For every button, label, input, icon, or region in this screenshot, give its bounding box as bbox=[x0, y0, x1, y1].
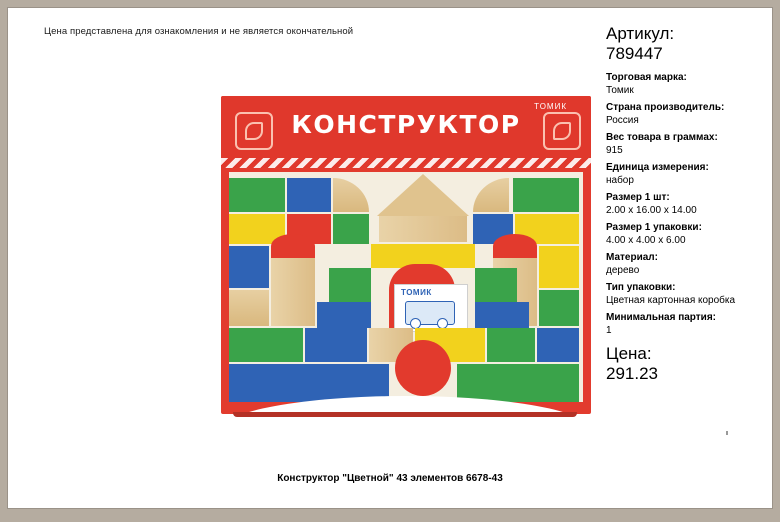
spec-pack-size-value: 4.00 x 4.00 x 6.00 bbox=[606, 234, 686, 246]
spec-pack-size bbox=[606, 222, 766, 247]
spec-item-size-value: 2.00 x 16.00 x 14.00 bbox=[606, 204, 697, 216]
spec-country bbox=[606, 102, 766, 127]
block-blue-5 bbox=[475, 302, 529, 328]
spec-weight-value: 915 bbox=[606, 144, 623, 156]
spec-package-type-value: Цветная картонная коробка bbox=[606, 294, 736, 306]
sku-value: 789447 bbox=[606, 43, 663, 63]
product-box bbox=[221, 96, 591, 431]
box-brandmark: ТОМИК bbox=[534, 102, 567, 111]
spec-min-lot-key: Минимальная партия: bbox=[606, 312, 716, 324]
page-tick-mark bbox=[726, 431, 728, 435]
block-column-left bbox=[271, 258, 315, 326]
spec-item-size bbox=[606, 192, 766, 217]
block-wood-1 bbox=[229, 290, 269, 326]
spec-unit-key: Единица измерения: bbox=[606, 162, 709, 174]
block-green-1 bbox=[229, 178, 285, 212]
spec-brand bbox=[606, 72, 766, 97]
spec-weight-key: Вес товара в граммах: bbox=[606, 132, 718, 144]
box-header-band bbox=[221, 96, 591, 166]
block-green-5 bbox=[475, 268, 517, 302]
spec-material-value: дерево bbox=[606, 264, 640, 276]
product-image bbox=[213, 96, 598, 436]
brand-logo-card bbox=[394, 284, 468, 332]
spec-country-value: Россия bbox=[606, 114, 639, 126]
brand-logo-text: ТОМИК bbox=[401, 288, 432, 297]
product-info-panel bbox=[606, 24, 766, 383]
box-title: КОНСТРУКТОР bbox=[291, 110, 521, 139]
price-label: Цена: bbox=[606, 344, 652, 364]
spec-unit-value: набор bbox=[606, 174, 634, 186]
block-red-dome-right bbox=[493, 234, 537, 258]
block-blue-4 bbox=[317, 302, 371, 328]
spec-brand-key: Торговая марка: bbox=[606, 72, 687, 84]
spec-brand-value: Томик bbox=[606, 84, 634, 96]
block-green-4 bbox=[329, 268, 371, 302]
block-green-2 bbox=[513, 178, 579, 212]
product-box-front bbox=[221, 96, 591, 414]
block-green-8 bbox=[487, 328, 535, 362]
spec-item-size-key: Размер 1 шт: bbox=[606, 192, 670, 204]
sku-label: Артикул: bbox=[606, 24, 675, 43]
box-bottom-edge bbox=[233, 412, 577, 417]
spec-package-type bbox=[606, 282, 766, 307]
blocks-photo bbox=[229, 172, 583, 402]
spec-package-type-key: Тип упаковки: bbox=[606, 282, 676, 294]
product-caption: Конструктор "Цветной" 43 элементов 6678-43 bbox=[277, 473, 503, 484]
block-blue-7 bbox=[537, 328, 579, 362]
block-wood-beam-1 bbox=[379, 216, 467, 242]
block-green-6 bbox=[539, 290, 579, 326]
block-green-9 bbox=[457, 364, 579, 402]
spec-pack-size-key: Размер 1 упаковки: bbox=[606, 222, 702, 234]
block-green-7 bbox=[229, 328, 303, 362]
spec-material-key: Материал: bbox=[606, 252, 658, 264]
spec-weight bbox=[606, 132, 766, 157]
price-disclaimer: Цена представлена для ознакомления и не является окончательной bbox=[44, 26, 354, 37]
spec-unit bbox=[606, 162, 766, 187]
train-icon bbox=[405, 301, 455, 325]
spec-country-key: Страна производитель: bbox=[606, 102, 725, 114]
spec-min-lot-value: 1 bbox=[606, 324, 612, 336]
block-yellow-4 bbox=[539, 246, 579, 288]
spec-material bbox=[606, 252, 766, 277]
block-green-3 bbox=[333, 214, 369, 244]
block-roof-triangle bbox=[377, 174, 469, 216]
block-blue-3 bbox=[229, 246, 269, 288]
block-red-dome-left bbox=[271, 234, 315, 258]
block-red-circle bbox=[395, 340, 451, 396]
spec-min-lot bbox=[606, 312, 766, 337]
block-blue-1 bbox=[287, 178, 331, 212]
price-value: 291.23 bbox=[606, 363, 658, 383]
zigzag-divider bbox=[221, 158, 591, 168]
block-blue-6 bbox=[305, 328, 367, 362]
document-page bbox=[8, 8, 772, 508]
